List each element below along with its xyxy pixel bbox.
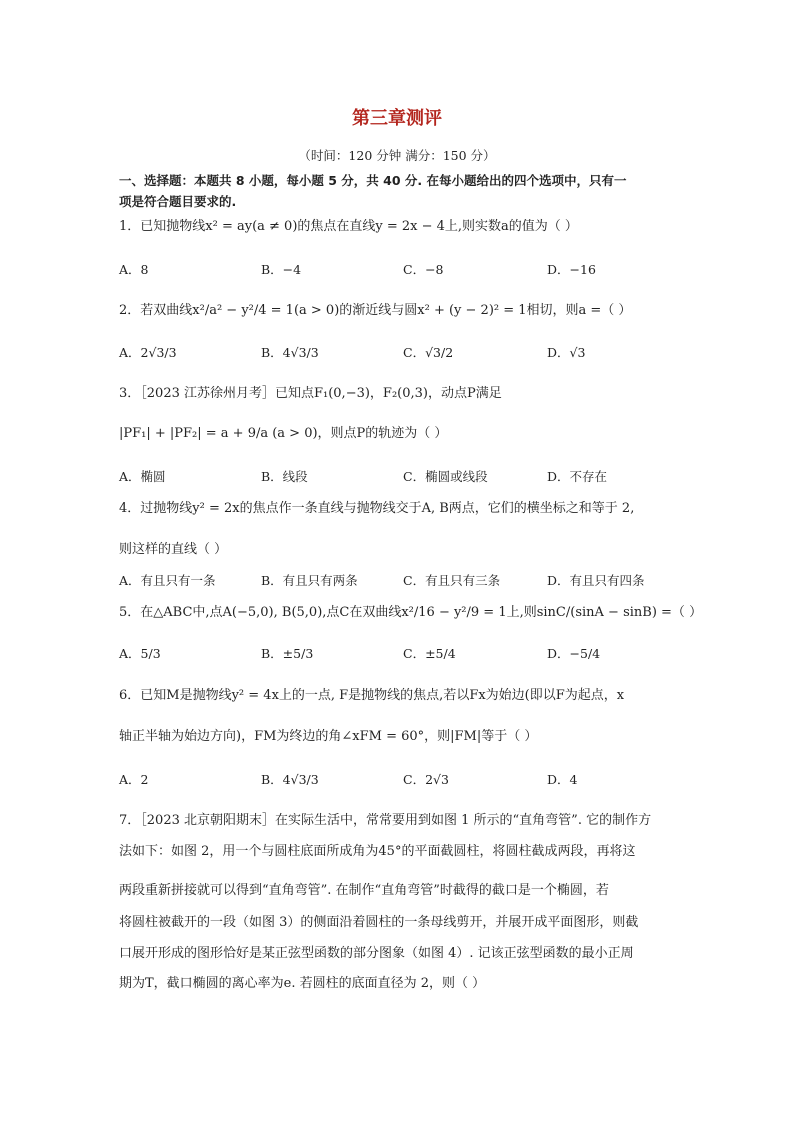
- q5-option-b[interactable]: B．±5/3: [261, 646, 314, 661]
- q3-option-c[interactable]: C．椭圆或线段: [403, 469, 488, 484]
- q1-option-d[interactable]: D．−16: [547, 262, 596, 277]
- q3-option-d[interactable]: D．不存在: [547, 469, 608, 484]
- q2-option-a[interactable]: A．2√3/3: [119, 345, 177, 360]
- question-6-stem-line2: 轴正半轴为始边方向)，FM为终边的角∠xFM = 60°，则|FM|等于（ ）: [119, 729, 538, 744]
- section-header-line2: 项是符合题目要求的.: [119, 194, 237, 209]
- question-2-stem: 2．若双曲线x²/a² − y²/4 = 1(a > 0)的渐近线与圆x² + (y − 2)² = 1相切，则a =（ ）: [119, 303, 632, 318]
- question-7-line4: 将圆柱被截开的一段（如图 3）的侧面沿着圆柱的一条母线剪开，并展开成平面图形，则截: [119, 915, 639, 930]
- q2-option-b[interactable]: B．4√3/3: [261, 345, 319, 360]
- question-7-line5: 口展开形成的图形恰好是某正弦型函数的部分图象（如图 4）. 记该正弦型函数的最小正周: [119, 946, 634, 961]
- q3-option-b[interactable]: B．线段: [261, 469, 308, 484]
- q4-option-c[interactable]: C．有且只有三条: [403, 573, 501, 588]
- page-title: 第三章测评: [352, 108, 442, 129]
- question-7-line3: 两段重新拼接就可以得到“直角弯管”. 在制作“直角弯管”时截得的截口是一个椭圆，若: [119, 883, 609, 898]
- q5-option-d[interactable]: D．−5/4: [547, 646, 601, 661]
- q2-option-d[interactable]: D．√3: [547, 345, 586, 360]
- q4-option-a[interactable]: A．有且只有一条: [119, 573, 216, 588]
- q2-option-c[interactable]: C．√3/2: [403, 345, 454, 360]
- question-3-stem-line1: 3．［2023 江苏徐州月考］已知点F₁(0,−3)，F₂(0,3)，动点P满足: [119, 386, 502, 401]
- q5-option-a[interactable]: A．5/3: [119, 646, 161, 661]
- question-4-stem-line1: 4．过抛物线y² = 2x的焦点作一条直线与抛物线交于A, B两点，它们的横坐标之和等于 2,: [119, 501, 635, 516]
- question-3-stem-line2: |PF₁| + |PF₂| = a + 9/a (a > 0)，则点P的轨迹为（ ）: [119, 426, 448, 441]
- question-4-stem-line2: 则这样的直线（ ）: [119, 542, 228, 557]
- q1-option-a[interactable]: A．8: [119, 262, 149, 277]
- q1-option-c[interactable]: C．−8: [403, 262, 444, 277]
- question-5-stem: 5．在△ABC中,点A(−5,0), B(5,0),点C在双曲线x²/16 − y²/9 = 1上,则sinC/(sinA − sinB) =（ ）: [119, 605, 703, 620]
- question-7-line1: 7．［2023 北京朝阳期末］在实际生活中，常常要用到如图 1 所示的“直角弯管”. 它的制作方: [119, 813, 652, 828]
- q5-option-c[interactable]: C．±5/4: [403, 646, 456, 661]
- q1-option-b[interactable]: B．−4: [261, 262, 302, 277]
- q4-option-d[interactable]: D．有且只有四条: [547, 573, 645, 588]
- q6-option-b[interactable]: B．4√3/3: [261, 772, 319, 787]
- q4-option-b[interactable]: B．有且只有两条: [261, 573, 358, 588]
- q3-option-a[interactable]: A．椭圆: [119, 469, 166, 484]
- time-score-info: （时间：120 分钟 满分：150 分）: [298, 148, 496, 163]
- section-header-line1: 一、选择题：本题共 8 小题，每小题 5 分，共 40 分. 在每小题给出的四个选项中，只有一: [119, 173, 627, 188]
- q6-option-a[interactable]: A．2: [119, 772, 149, 787]
- q6-option-c[interactable]: C．2√3: [403, 772, 449, 787]
- question-7-line6: 期为T，截口椭圆的离心率为e. 若圆柱的底面直径为 2，则（ ）: [119, 976, 486, 991]
- q6-option-d[interactable]: D．4: [547, 772, 578, 787]
- question-7-line2: 法如下：如图 2，用一个与圆柱底面所成角为45°的平面截圆柱，将圆柱截成两段，再将这: [119, 844, 636, 859]
- question-1-stem: 1．已知抛物线x² = ay(a ≠ 0)的焦点在直线y = 2x − 4上,则实数a的值为（ ）: [119, 219, 578, 234]
- question-6-stem-line1: 6．已知M是抛物线y² = 4x上的一点, F是抛物线的焦点,若以Fx为始边(即以F为起点，x: [119, 688, 625, 703]
